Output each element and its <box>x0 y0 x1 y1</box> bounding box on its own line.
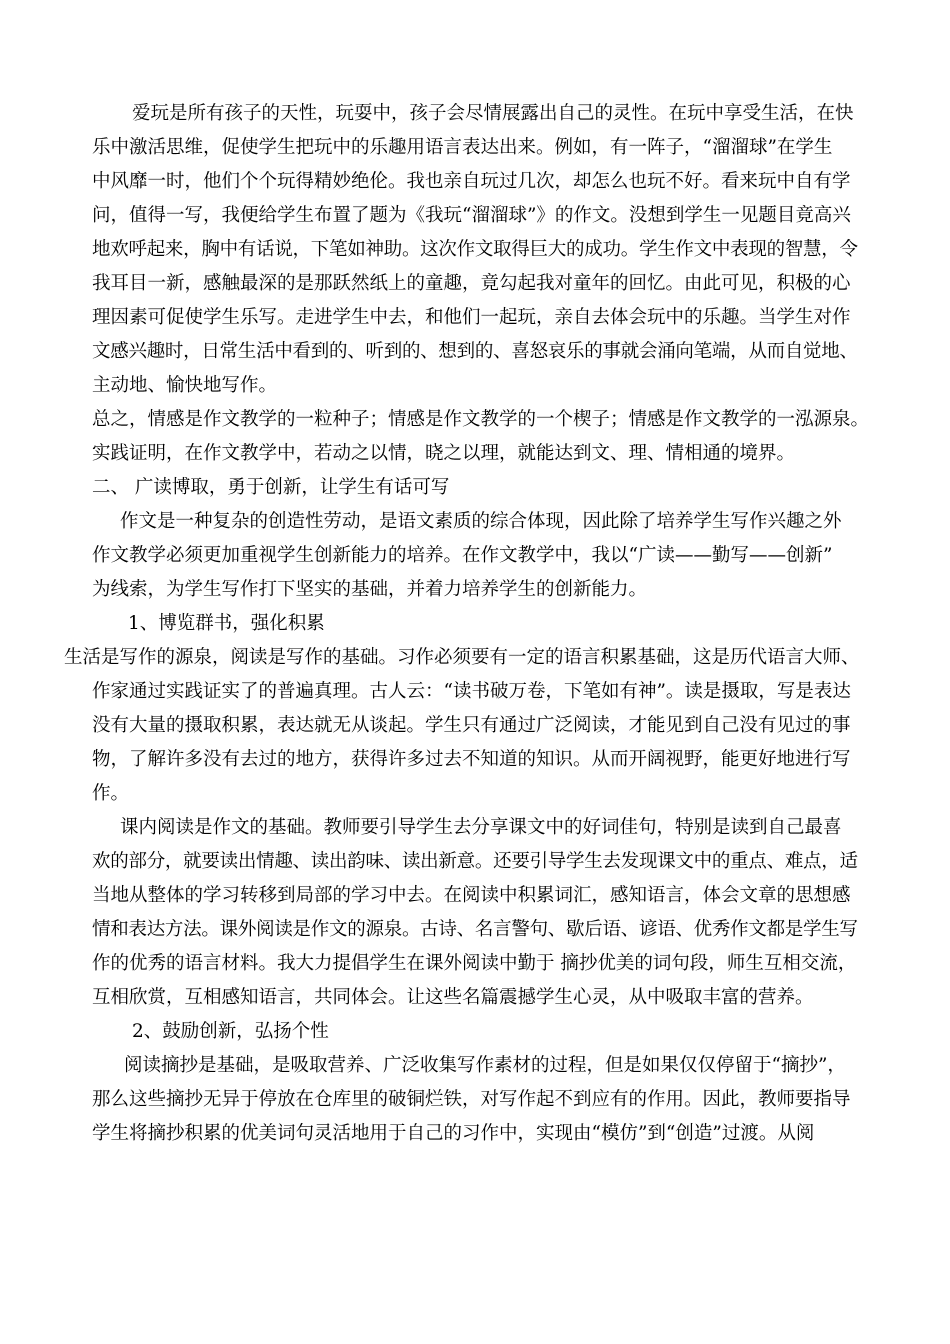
text-line: 作文教学必须更加重视学生创新能力的培养。在作文教学中，我以“广读——勤写——创新” <box>92 545 833 566</box>
text-line: 总之，情感是作文教学的一粒种子；情感是作文教学的一个楔子；情感是作文教学的一泓源泉。 <box>92 409 870 430</box>
text-line: 那么这些摘抄无异于停放在仓库里的破铜烂铁，对写作起不到应有的作用。因此，教师要指导 <box>92 1089 851 1110</box>
text-line: 实践证明，在作文教学中，若动之以情，晓之以理，就能达到文、理、情相通的境界。 <box>92 443 796 464</box>
text-line: 乐中激活思维，促使学生把玩中的乐趣用语言表达出来。例如，有一阵子，“溜溜球”在学生 <box>92 137 833 158</box>
text-line: 课内阅读是作文的基础。教师要引导学生去分享课文中的好词佳句，特别是读到自己最喜 <box>120 817 842 838</box>
text-line: 物，了解许多没有去过的地方，获得许多过去不知道的知识。从而开阔视野，能更好地进行写 <box>92 749 851 770</box>
text-line: 互相欣赏，互相感知语言，共同体会。让这些名篇震撼学生心灵，从中吸取丰富的营养。 <box>92 987 814 1008</box>
text-line: 主动地、愉快地写作。 <box>92 375 278 396</box>
text-line: 地欢呼起来，胸中有话说，下笔如神助。这次作文取得巨大的成功。学生作文中表现的智慧，令 <box>92 239 858 260</box>
text-line: 为线索，为学生写作打下坚实的基础，并着力培养学生的创新能力。 <box>92 579 648 600</box>
text-line: 生活是写作的源泉，阅读是写作的基础。习作必须要有一定的语言积累基础，这是历代语言大师、 <box>64 647 860 668</box>
text-line: 作文是一种复杂的创造性劳动，是语文素质的综合体现，因此除了培养学生写作兴趣之外 <box>120 511 842 532</box>
text-line: 爱玩是所有孩子的天性，玩耍中，孩子会尽情展露出自己的灵性。在玩中享受生活，在快 <box>132 103 854 124</box>
text-line: 中风靡一时，他们个个玩得精妙绝伦。我也亲自玩过几次，却怎么也玩不好。看来玩中自有学 <box>92 171 851 192</box>
text-line: 理因素可促使学生乐写。走进学生中去，和他们一起玩，亲自去体会玩中的乐趣。当学生对作 <box>92 307 851 328</box>
section-heading: 二、 广读博取，勇于创新，让学生有话可写 <box>92 477 450 498</box>
text-line: 没有大量的摄取积累，表达就无从谈起。学生只有通过广泛阅读，才能见到自己没有见过的事 <box>92 715 851 736</box>
text-line: 欢的部分，就要读出情趣、读出韵味、读出新意。还要引导学生去发现课文中的重点、难点，适 <box>92 851 858 872</box>
text-line: 问，值得一写，我便给学生布置了题为《我玩“溜溜球”》的作文。没想到学生一见题目竟高兴 <box>92 205 851 226</box>
text-line: 作的优秀的语言材料。我大力提倡学生在课外阅读中勤于 摘抄优美的词句段，师生互相交流， <box>92 953 857 974</box>
text-line: 学生将摘抄积累的优美词句灵活地用于自己的习作中，实现由“模仿”到“创造”过渡。从阅 <box>92 1123 815 1144</box>
subsection-heading: 1、博览群书，强化积累 <box>128 613 325 634</box>
subsection-heading: 2、鼓励创新，弘扬个性 <box>132 1021 329 1042</box>
text-line: 作家通过实践证实了的普遍真理。古人云：“读书破万卷，下笔如有神”。读是摄取，写是表达 <box>92 681 851 702</box>
text-line: 当地从整体的学习转移到局部的学习中去。在阅读中积累词汇，感知语言，体会文章的思想感 <box>92 885 851 906</box>
text-line: 文感兴趣时，日常生活中看到的、听到的、想到的、喜怒哀乐的事就会涌向笔端，从而自觉地、 <box>92 341 858 362</box>
text-line: 作。 <box>92 783 130 804</box>
text-line: 情和表达方法。课外阅读是作文的源泉。古诗、名言警句、歇后语、谚语、优秀作文都是学生写 <box>92 919 858 940</box>
text-line: 我耳目一新，感触最深的是那跃然纸上的童趣，竟勾起我对童年的回忆。由此可见，积极的心 <box>92 273 851 294</box>
text-line: 阅读摘抄是基础，是吸取营养、广泛收集写作素材的过程，但是如果仅仅停留于“摘抄”， <box>124 1055 846 1076</box>
